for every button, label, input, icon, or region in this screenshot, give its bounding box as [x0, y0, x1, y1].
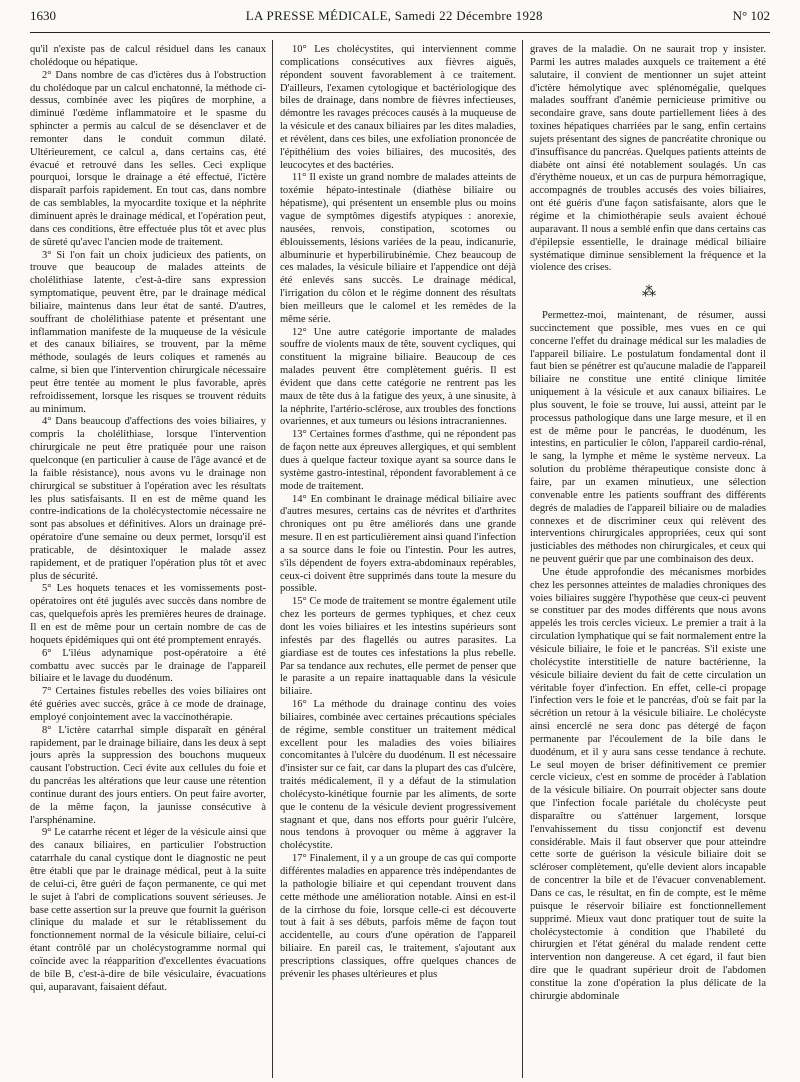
page-number: 1630	[30, 8, 56, 23]
paragraph: qu'il n'existe pas de calcul résiduel dans les canaux cholédoque ou hépatique.	[30, 44, 266, 68]
paragraph: 16° La méthode du drainage continu des voies biliaires, combinée avec certaines précautions spéciales de régime, semble constituer un traitement médical excellent pour les maladies des voies biliaires concomitantes à l'ulcère du duodénum. Il est nécessaire d'insister sur ce fait, car dans la plupart des cas d'ulcère, traités médicalement, il y a défaut de la stimulation cholécysto-kinétique fournie par les aliments, de sorte que le contenu de la vésicule devient progressivement stagnant et que, dans nos efforts pour guérir l'ulcère, nous tendons à provoquer ou même à aggraver la cholécystite.	[280, 699, 516, 852]
paragraph: 14° En combinant le drainage médical biliaire avec d'autres mesures, certains cas de névrites et d'arthrites chroniques ont pu être améliorés dans une grande mesure. Il en est particulièrement ainsi quand l'infection a sa source dans le foie ou l'intestin. Pour les autres, s'ils dépendent de foyers extra-abdominaux repérables, ceux-ci doivent être supprimés dans toute la mesure du possible.	[280, 493, 516, 595]
column-left	[30, 44, 266, 1076]
paragraph: 2° Dans nombre de cas d'ictères dus à l'obstruction du cholédoque par un calcul enchatonné, la méthode ci-dessus, combinée avec les piqûres de morphine, a diminué l'œdème inflammatoire et le spasme du sphincter a permis au calcul de se désenclaver et de remonter dans le conduit commun dilaté. Ultérieurement, ce calcul a, dans certains cas, été évacué et retrouvé dans les selles. Ceci explique pourquoi, lorsque le drainage a été effectué, l'ictère disparaît parfois rapidement. En tout cas, dans nombre de cas semblables, la myocardite toxique et la néphrite diminuent après le drainage médical, et l'opération peut, dans ces conditions, être effectuée plus tôt et avec plus de sûreté qu'avec l'ancien mode de traitement.	[30, 69, 266, 248]
paragraph: 4° Dans beaucoup d'affections des voies biliaires, y compris la cholélithiase, lorsque l'intervention chirurgicale ne peut être pratiquée pour une raison quelconque (en particulier à cause de l'âge avancé et de la faible résistance), nous avons vu le drainage non chirurgical se substituer à l'opération avec les résultats les plus satisfaisants. Il en est de même quand les contre-indications de la cholécystectomie nécessaire ne sont pas absolues et définitives. Alors un drainage pré-opératoire d'une semaine ou deux permet, lorsqu'il est praticable, de désintoxiquer le malade assez rapidement, et de pratiquer l'opération plus tôt et avec plus de sécurité.	[30, 416, 266, 582]
paragraph: 11° Il existe un grand nombre de malades atteints de toxémie hépato-intestinale (diathèse biliaire ou hépatisme), qui présentent un ensemble plus ou moins vague de symptômes digestifs atypiques : anorexie, nausées, renvois, constipation, scotomes ou éblouissements, lésions variées de la peau, indicanurie, albuminurie et hyperbilirubinémie. Chez beaucoup de ces malades, la vésicule biliaire et l'appendice ont déjà été enlevés sans succès. Le drainage médical, l'irrigation du côlon et le régime donnent des résultats bien meilleurs que le calomel et les remèdes de la même série.	[280, 172, 516, 325]
paragraph: Permettez-moi, maintenant, de résumer, aussi succinctement que possible, mes vues en ce qui concerne l'effet du drainage médical sur les maladies de l'appareil biliaire. Le postulatum fondamental dont il faut bien se pénétrer est qu'aucune maladie de l'appareil biliaire ne constitue une entité clinique limitée uniquement à la vésicule et aux canaux biliaires. Le plus souvent, le foie se trouve, lui aussi, atteint par le processus pathologique dans une large mesure, et il en est de même pour le pancréas, le duodénum, les intestins, en particulier le côlon, l'appareil cardio-rénal, le sang, la lymphe et même le système nerveux. La solution du problème thérapeutique consiste donc à faire, par un examen minutieux, une sélection convenable entre les patients souffrant des différents degrés de maladies de l'appareil biliaire ou de maladies connexes et de discriminer ceux qui relèvent des interventions chirurgicales appropriées, ceux qui sont justiciables des méthodes non chirurgicales, et ceux qui ne peuvent guérir que par une combinaison des deux.	[530, 310, 766, 566]
paragraph: 13° Certaines formes d'asthme, qui ne répondent pas de façon nette aux épreuves allergiques, et qui semblent dues à quelque facteur toxique ayant sa source dans le système gastro-intestinal, répondent favorablement à ce mode de traitement.	[280, 429, 516, 492]
paragraph: 10° Les cholécystites, qui interviennent comme complications consécutives aux fièvres aiguës, répondent souvent favorablement à ce traitement. D'ailleurs, l'examen cytologique et bactériologique des biles de drainage, dans nombre de fièvres infectieuses, démontre les ravages précoces causés à la muqueuse de la vésicule et des canaux biliaires par les dites maladies, et révèlent, dans ces biles, une exfoliation prononcée de l'épithélium des voies biliaires, des mucosités, des leucocytes et des bactéries.	[280, 44, 516, 171]
paragraph: 17° Finalement, il y a un groupe de cas qui comporte différentes maladies en apparence très indépendantes de la pathologie biliaire et qui cependant trouvent dans cette méthode une amélioration notable. Ainsi en est-il de la cirrhose du foie, lorsque celle-ci est découverte tout à fait à ses débuts, parfois même de façon tout accidentelle, au cours d'une opération de l'appareil biliaire. En pareil cas, le traitement, s'ajoutant aux prescriptions classiques, offre quelques chances de prévenir les phases ultérieures et plus	[280, 853, 516, 980]
journal-title: LA PRESSE MÉDICALE, Samedi 22 Décembre 1928	[245, 8, 543, 23]
issue-number: N° 102	[732, 8, 770, 23]
paragraph: 12° Une autre catégorie importante de malades souffre de violents maux de tête, souvent cycliques, qui constituent la migraine biliaire. Beaucoup de ces malades peuvent être complètement guéris. Il est évident que dans cette catégorie ne rentrent pas les maux de tête dus à la fatigue des yeux, à une sinusite, à la néphrite, l'artério-sclérose, aux troubles des fonctions ovariennes, et aux tumeurs ou lésions intracraniennes.	[280, 326, 516, 428]
paragraph: 5° Les hoquets tenaces et les vomissements post-opératoires ont été jugulés avec succès dans nombre de cas, quelquefois après les premières heures de drainage. Il en est de même pour un certain nombre de cas de hoquets épidémiques qui ont été promptement enrayés.	[30, 583, 266, 646]
paragraph: 7° Certaines fistules rebelles des voies biliaires ont été guéries avec succès, grâce à ce mode de drainage, employé conjointement avec la vaccinothérapie.	[30, 686, 266, 723]
column-divider	[522, 40, 523, 1078]
paragraph: Une étude approfondie des mécanismes morbides chez les personnes atteintes de maladies chroniques des voies biliaires suggère l'hypothèse que ceux-ci peuvent se constituer par des modes différents que nous avons appelés les trois cercles vicieux. Le premier a trait à la circulation lymphatique qui se fait normalement entre la vésicule biliaire, le foie et le pancréas. S'il existe une cholécystite interstitielle de nature bactérienne, la vésicule biliaire devient du fait de cette circulation un véritable foyer d'infection. En effet, celle-ci propage l'infection vers le foie et le pancréas, d'où se fait par la sécrétion un retour à la vésicule biliaire. Le cholécyste ainsi encerclé ne sera donc pas détergé de façon permanente par l'écoulement de la bile dans le duodénum, et il y aura sans cesse tendance à rechute. Le seul moyen de briser définitivement ce premier cercle vicieux, c'est en somme de procéder à l'ablation de la vésicule biliaire. On pourrait objecter sans doute que l'infection focale pariétale du cholécyste peut disparaître ou s'atténuer largement, lorsque l'envahissement du tissu conjonctif est devenu considérable. Mais il faut observer que pour atteindre cette sorte de guérison la vésicule biliaire doit se scléroser complètement, qu'elle devient alors incapable de concentrer la bile et de l'évacuer convenablement. Dans ce cas, le résultat, en fin de compte, est le même puisque le réservoir biliaire est fonctionnellement supprimé. Mieux vaut donc pratiquer tout de suite la cholécystectomie à condition que l'habileté du chirurgien et l'état général du malade rendent cette intervention non dangereuse. A cet égard, il faut bien dire que le quadrant supérieur droit de l'abdomen constitue la zone d'opération la plus délicate de la chirurgie abdominale	[530, 566, 766, 1002]
paragraph: 15° Ce mode de traitement se montre également utile chez les porteurs de germes typhiques, et chez ceux dont les voies biliaires et les intestins supérieurs sont infestés par des flagellés ou autres parasites. La giardiase est de toutes ces infestations la plus rebelle. Par sa tendance aux rechutes, elle permet de penser que le parasite a un repaire inattaquable dans la vésicule biliaire.	[280, 596, 516, 698]
paragraph: 6° L'iléus adynamique post-opératoire a été combattu avec succès par le drainage de l'appareil biliaire et le lavage du duodénum.	[30, 647, 266, 685]
paragraph: 8° L'ictère catarrhal simple disparaît en général rapidement, par le drainage biliaire, dans les deux à sept jours après la suppression des bouchons muqueux causant l'obstruction. Ceci évite aux cellules du foie et du pancréas les altérations que leur cause une rétention continue durant des jours entiers. On peut faire avorter, de la même façon, la jaunisse consécutive à l'arsphénamine.	[30, 724, 266, 826]
page-header	[30, 8, 770, 28]
column-divider	[272, 40, 273, 1078]
section-break-asterism: ⁂	[642, 285, 654, 301]
column-middle	[280, 44, 516, 1076]
paragraph: graves de la maladie. On ne saurait trop y insister. Parmi les autres malades auxquels ce traitement a été salutaire, il convient de mentionner un sujet atteint d'ictère hémolytique avec splénomégalie, quelques malades souffrant d'anémie pernicieuse primitive ou secondaire grave, sans doute partiellement liées à des toxines hépatiques charriées par le sang, enfin certains sujets présentant des signes de pancréatite chronique ou d'insuffisance du pancréas. Quelques patients atteints de diabète ont ainsi été notablement soulagés. Un cas d'érythème noueux, et un cas de purpura hémorragique, accompagnés de troubles accusés des voies biliaires, ont été guéris d'une façon satisfaisante, alors que le régime et la chimiothérapie seuls avaient échoué auparavant. Il nous a semblé enfin que dans certains cas d'épilepsie essentielle, le drainage médical biliaire systématique diminue sensiblement la fréquence et la violence des crises.	[530, 44, 766, 274]
header-rule	[30, 32, 770, 33]
column-right	[530, 44, 766, 1076]
paragraph: 3° Si l'on fait un choix judicieux des patients, on trouve que beaucoup de malades atteints de cholélithiase latente, c'est-à-dire sans expression symptomatique, peuvent être, par le drainage médical biliaire, maintenus dans leur état de santé. D'autres, souffrant de cholélithiase patente et présentant une inflammation manifeste de la muqueuse de la vésicule et des canaux biliaires, se trouvent, par la même méthode, soulagés de leurs coliques et ramenés au calme, si bien que l'intervention chirurgicale nécessaire peut être tentée au moment le plus favorable, après refroidissement, lorsque les risques se trouvent réduits au minimum.	[30, 249, 266, 415]
paragraph: 9° Le catarrhe récent et léger de la vésicule ainsi que des canaux biliaires, en particulier l'obstruction catarrhale du canal cystique dont le diagnostic ne peut être établi que par le drainage médical, peut à la suite de celui-ci, être guéri de façon permanente, ce qui met le sujet à l'abri de complications souvent sérieuses. Je base cette assertion sur la preuve que fournit la guérison clinique du malade et sur le rétablissement du fonctionnement normal de la vésicule biliaire, celui-ci étant contrôlé par un cholécystogramme normal qui coïncide avec la réapparition d'excellentes évacuations de bile B, c'est-à-dire de bile vésiculaire, évacuations qui, auparavant, faisaient défaut.	[30, 827, 266, 993]
